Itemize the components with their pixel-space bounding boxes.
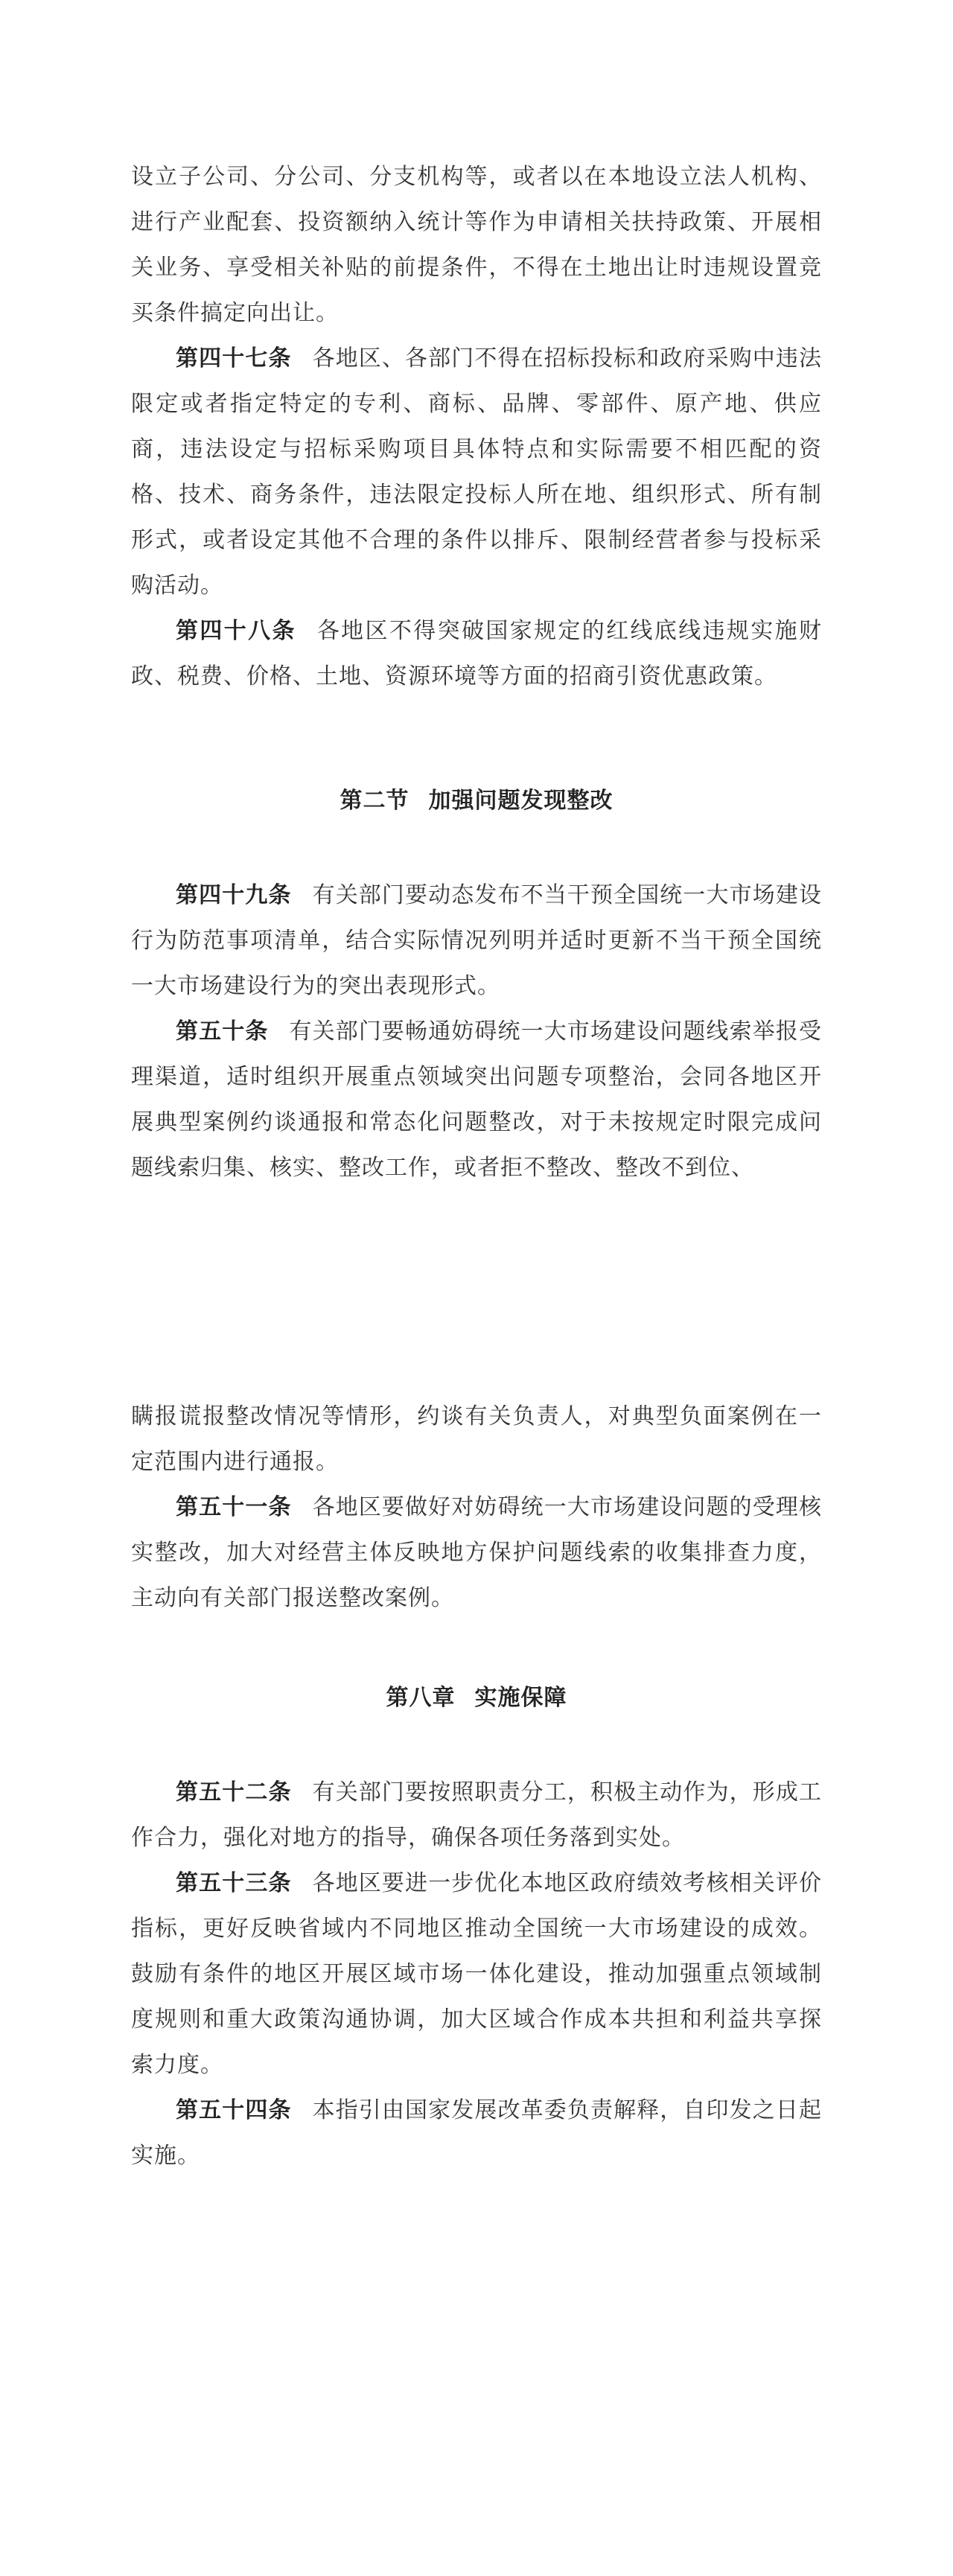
paragraph-continuation: 设立子公司、分公司、分支机构等，或者以在本地设立法人机构、进行产业配套、投资额纳入统计等作为申请相关扶持政策、开展相关业务、享受相关补贴的前提条件，不得在土地出让时违规设置竞买条件搞定向出让。	[131, 164, 822, 326]
article-48	[131, 608, 822, 699]
article-50	[131, 1009, 822, 1190]
article-text: 各地区要做好对妨碍统一大市场建设问题的受理核实整改，加大对经营主体反映地方保护问题线索的收集排查力度，主动向有关部门报送整改案例。	[131, 1494, 823, 1611]
article-text: 有关部门要动态发布不当干预全国统一大市场建设行为防范事项清单，结合实际情况列明并适时更新不当干预全国统一大市场建设行为的突出表现形式。	[131, 882, 823, 999]
paragraph-continuation: 瞒报谎报整改情况等情形，约谈有关负责人，对典型负面案例在一定范围内进行通报。	[131, 1403, 822, 1475]
article-label: 第五十三条	[176, 1870, 292, 1896]
article-text: 有关部门要畅通妨碍统一大市场建设问题线索举报受理渠道，适时组织开展重点领域突出问题专项整治，会同各地区开展典型案例约谈通报和常态化问题整改，对于未按规定时限完成问题线索归集、核实、整改工作，或者拒不整改、整改不到位、	[131, 1018, 823, 1181]
article-51	[131, 1485, 822, 1621]
article-54	[131, 2088, 822, 2178]
text-block-1	[131, 154, 822, 699]
article-text: 各地区要进一步优化本地区政府绩效考核相关评价指标，更好反映省域内不同地区推动全国统一大市场建设的成效。鼓励有条件的地区开展区域市场一体化建设，推动加强重点领域制度规则和重大政策沟通协调，加大区域合作成本共担和利益共享探索力度。	[131, 1870, 823, 2078]
text-block-3	[131, 1394, 822, 1621]
article-label: 第五十二条	[176, 1779, 292, 1805]
chapter-heading	[131, 1679, 822, 1712]
article-text: 各地区不得突破国家规定的红线底线违规实施财政、税费、价格、土地、资源环境等方面的招商引资优惠政策。	[131, 618, 823, 689]
article-label: 第四十七条	[176, 345, 292, 372]
section-title: 加强问题发现整改	[428, 788, 613, 814]
article-49	[131, 873, 822, 1009]
article-label: 第五十条	[176, 1018, 269, 1045]
article-label: 第四十九条	[176, 882, 292, 908]
article-52	[131, 1770, 822, 1861]
article-text: 本指引由国家发展改革委负责解释，自印发之日起实施。	[131, 2097, 823, 2169]
article-label: 第五十一条	[176, 1494, 292, 1520]
chapter-title: 实施保障	[474, 1685, 567, 1711]
section-number: 第二节	[340, 788, 409, 814]
article-53	[131, 1861, 822, 2088]
text-block-4	[131, 1770, 822, 2178]
article-text: 各地区、各部门不得在招标投标和政府采购中违法限定或者指定特定的专利、商标、品牌、零部件、原产地、供应商，违法设定与招标采购项目具体特点和实际需要不相匹配的资格、技术、商务条件，违法限定投标人所在地、组织形式、所有制形式，或者设定其他不合理的条件以排斥、限制经营者参与投标采购活动。	[131, 345, 823, 599]
article-label: 第五十四条	[176, 2097, 292, 2123]
section-heading	[131, 782, 822, 814]
article-text: 有关部门要按照职责分工，积极主动作为，形成工作合力，强化对地方的指导，确保各项任务落到实处。	[131, 1779, 823, 1851]
article-label: 第四十八条	[176, 618, 296, 644]
article-47	[131, 336, 822, 608]
chapter-number: 第八章	[386, 1685, 456, 1711]
text-block-2	[131, 873, 822, 1190]
